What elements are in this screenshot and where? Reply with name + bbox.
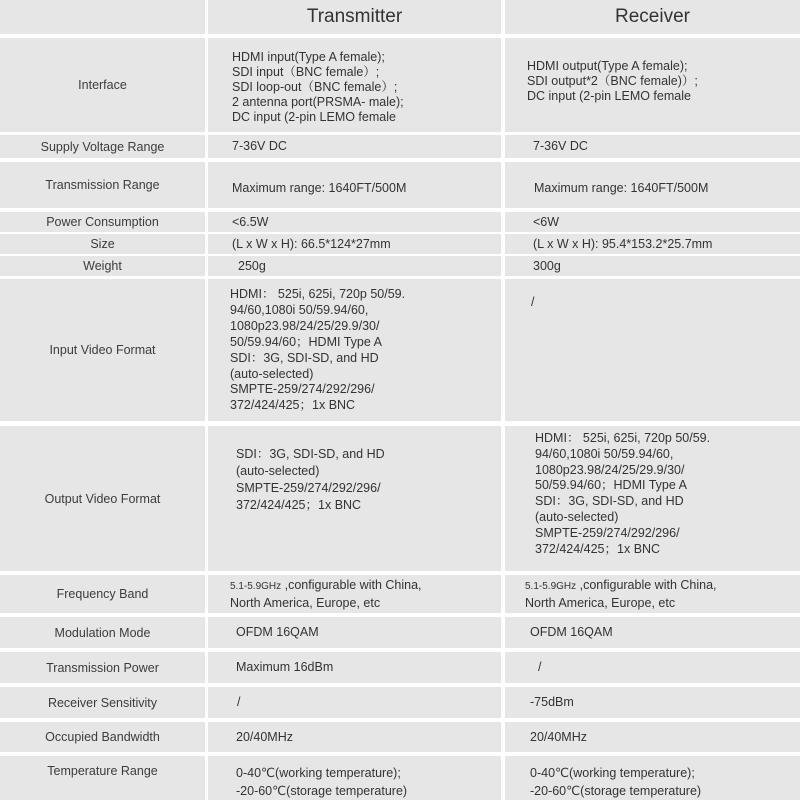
receiver-band-note: ,configurable with China, North America, Europe, etc: [525, 577, 717, 610]
table-row: [0, 279, 800, 421]
transmitter-band-value: 5.1-5.9GHz: [230, 580, 282, 592]
table-row: [0, 575, 800, 613]
receiver-interface: HDMI output(Type A female); SDI output*2（BNC female)）; DC input (2-pin LEMO female: [505, 38, 800, 132]
row-label-modulation-mode: Modulation Mode: [0, 617, 205, 648]
row-label-supply-voltage: Supply Voltage Range: [0, 135, 205, 158]
receiver-size: (L x W x H): 95.4*153.2*25.7mm: [505, 234, 800, 254]
transmitter-size: (L x W x H): 66.5*124*27mm: [208, 234, 501, 254]
transmitter-weight: 250g: [208, 256, 501, 276]
row-label-weight: Weight: [0, 256, 205, 276]
receiver-header: Receiver: [505, 0, 800, 34]
transmitter-temperature-range: 0-40℃(working temperature); -20-60℃(storage temperature): [208, 756, 501, 800]
table-row: [0, 426, 800, 571]
receiver-frequency-band: [505, 575, 800, 613]
transmitter-supply-voltage: 7-36V DC: [208, 135, 501, 158]
table-row: [0, 162, 800, 208]
receiver-temperature-range: 0-40℃(working temperature); -20-60℃(storage temperature): [505, 756, 800, 800]
row-label-transmission-power: Transmission Power: [0, 652, 205, 683]
row-label-occupied-bandwidth: Occupied Bandwidth: [0, 722, 205, 752]
receiver-output-video-format: HDMI： 525i, 625i, 720p 50/59. 94/60,1080i 50/59.94/60, 1080p23.98/24/25/29.9/30/ 50/59.94/60；HDMI Type A SDI：3G, SDI-SD, and HD (auto-selected) SMPTE-259/274/292/296/ 372/424/425；1x BNC: [505, 426, 800, 571]
row-label-receiver-sensitivity: Receiver Sensitivity: [0, 687, 205, 718]
receiver-input-video-format: /: [505, 279, 800, 421]
transmitter-transmission-power: Maximum 16dBm: [208, 652, 501, 683]
row-label-input-video-format: Input Video Format: [0, 279, 205, 421]
transmitter-interface: HDMI input(Type A female); SDI input（BNC female）; SDI loop-out（BNC female）; 2 antenna port(PRSMA- male); DC input (2-pin LEMO female: [208, 38, 501, 132]
transmitter-input-video-format: HDMI： 525i, 625i, 720p 50/59. 94/60,1080i 50/59.94/60, 1080p23.98/24/25/29.9/30/ 50/59.94/60；HDMI Type A SDI：3G, SDI-SD, and HD (auto-selected) SMPTE-259/274/292/296/ 372/424/425；1x BNC: [208, 279, 501, 421]
receiver-transmission-range: Maximum range: 1640FT/500M: [505, 162, 800, 208]
table-row: [0, 212, 800, 232]
row-label-frequency-band: Frequency Band: [0, 575, 205, 613]
transmitter-band-note: ,configurable with China, North America, Europe, etc: [230, 577, 422, 610]
table-row: [0, 135, 800, 158]
row-label-transmission-range: Transmission Range: [0, 162, 205, 208]
table-row: [0, 256, 800, 276]
table-row: [0, 722, 800, 752]
table-row: [0, 756, 800, 800]
receiver-supply-voltage: 7-36V DC: [505, 135, 800, 158]
transmitter-header: Transmitter: [208, 0, 501, 34]
receiver-occupied-bandwidth: 20/40MHz: [505, 722, 800, 752]
transmitter-transmission-range: Maximum range: 1640FT/500M: [208, 162, 501, 208]
transmitter-frequency-band: [208, 575, 501, 613]
transmitter-power-consumption: <6.5W: [208, 212, 501, 232]
transmitter-occupied-bandwidth: 20/40MHz: [208, 722, 501, 752]
table-row: [0, 617, 800, 648]
table-row: [0, 234, 800, 254]
receiver-band-value: 5.1-5.9GHz: [525, 580, 577, 592]
table-row: [0, 38, 800, 132]
transmitter-modulation-mode: OFDM 16QAM: [208, 617, 501, 648]
row-label-power-consumption: Power Consumption: [0, 212, 205, 232]
receiver-weight: 300g: [505, 256, 800, 276]
receiver-modulation-mode: OFDM 16QAM: [505, 617, 800, 648]
table-row: [0, 652, 800, 683]
receiver-transmission-power: /: [505, 652, 800, 683]
receiver-power-consumption: <6W: [505, 212, 800, 232]
receiver-receiver-sensitivity: -75dBm: [505, 687, 800, 718]
row-label-output-video-format: Output Video Format: [0, 426, 205, 571]
header-row: [0, 0, 800, 34]
transmitter-receiver-sensitivity: /: [208, 687, 501, 718]
table-row: [0, 687, 800, 718]
row-label-size: Size: [0, 234, 205, 254]
row-label-interface: Interface: [0, 38, 205, 132]
row-label-temperature-range: Temperature Range: [0, 756, 205, 800]
transmitter-output-video-format: SDI：3G, SDI-SD, and HD (auto-selected) SMPTE-259/274/292/296/ 372/424/425；1x BNC: [208, 426, 501, 571]
header-blank-cell: [0, 0, 205, 34]
